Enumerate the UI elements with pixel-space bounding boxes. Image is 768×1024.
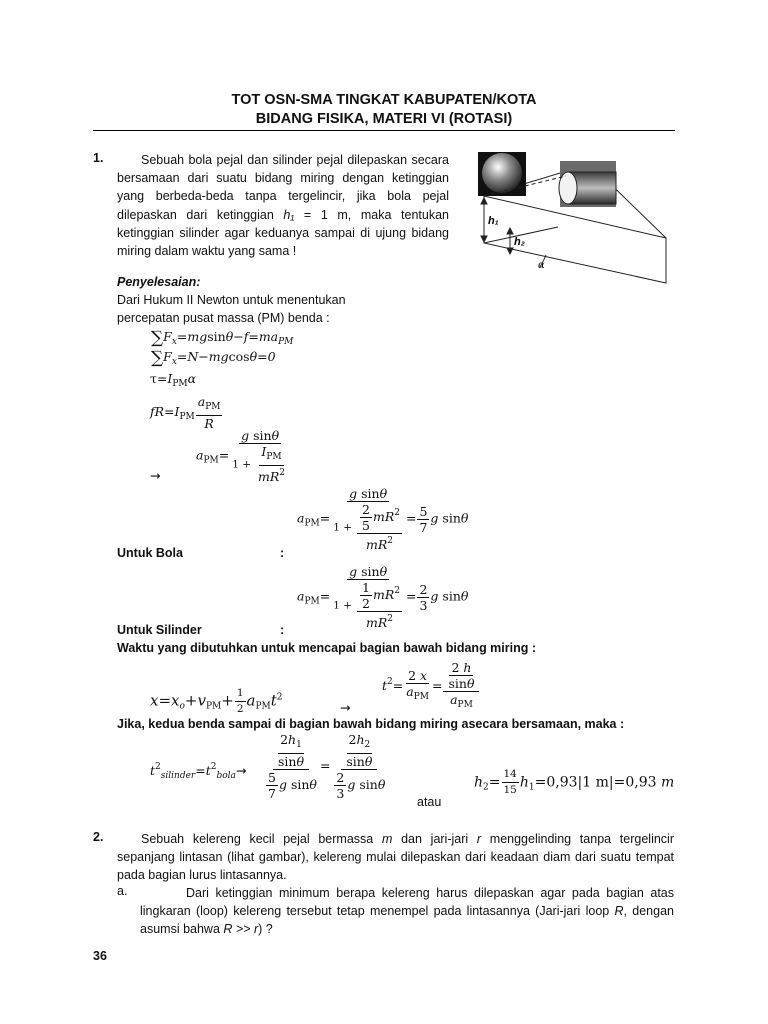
height-arrow-h1 xyxy=(481,198,487,242)
eq-sum-fx: $\sum F_x=mgsin\theta-f=ma_{PM}$ xyxy=(151,328,294,348)
label-h2: h₂ xyxy=(514,236,525,248)
eq-time-equal: $t^2_{silinder}=t^2_{bola}$ xyxy=(150,762,236,781)
problem-1-text: Sebuah bola pejal dan silinder pejal dilepaskan secara bersamaan dari suatu bidang miring dengan ketinggian yang berbeda-beda tanpa tergelincir, jika bola pejal dilepaskan dari ketinggian h₁ = 1 m, maka tentukan ketinggian silinder agar keduanya sampai di ujung bidang miring dalam waktu yang sama ! xyxy=(117,153,449,259)
page-title-line-2: BIDANG FISIKA, MATERI VI (ROTASI) xyxy=(255,111,513,127)
colon-silinder: : xyxy=(280,623,285,637)
eq-fr: $fR=I_{PM}$ $\frac{a_{PM}}{R}$ xyxy=(150,394,221,431)
page-title-line-1: TOT OSN-SMA TINGKAT KABUPATEN/KOTA xyxy=(231,92,537,108)
problem-1-number: 1. xyxy=(93,151,104,165)
incline-figure xyxy=(470,148,680,290)
solid-cylinder xyxy=(559,161,616,207)
arrow-1: → xyxy=(150,468,161,483)
arrow-3: → xyxy=(236,763,247,778)
eq-t-squared: $t^2=$ $\frac{2 x}{a_{PM}}$ = $\frac{\frac{2 h}{\sin\theta}}{a_{PM}}$ xyxy=(382,660,480,713)
problem-2-number: 2. xyxy=(93,830,104,844)
problem-2a-text: Dari ketinggian minimum berapa kelereng harus dilepaskan agar pada bagian atas lingkaran (loop) kelereng tersebut tetap menempel pada lintasannya (Jari-jari loop R, dengan asumsi bahwa R >> r) ? xyxy=(140,886,674,937)
height-arrow-h2 xyxy=(507,228,513,254)
solution-heading: Penyelesaian: xyxy=(117,275,201,289)
eq-h2-result: $h_2=$ $\frac{14}{15}$ $h_1=0,93|1$ m|=0,93 m xyxy=(474,768,675,796)
arrow-2: → xyxy=(340,700,351,715)
problem-2a-label: a. xyxy=(117,884,128,898)
solution-intro-1: Dari Hukum II Newton untuk menentukan xyxy=(117,293,346,307)
eq-torque: $\tau=I_{PM}\alpha$ xyxy=(150,371,197,389)
eq-time-ratio: $\frac{2h_1}{\sin\theta}$ $\frac{5}{7}$ g sinθ = $\frac{2h_2}{\sin\theta}$ $\frac{2}{3}$ g sinθ xyxy=(268,732,386,801)
label-untuk-silinder: Untuk Silinder xyxy=(117,623,202,637)
text-waktu: Waktu yang dibutuhkan untuk mencapai bagian bawah bidang miring : xyxy=(117,641,537,655)
eq-apm-cylinder: $a_{PM}=$ g sinθ 1 + $\frac{1}{2}$ $mR^2$ $mR^2$ = $\frac{2}{3}$ g sinθ xyxy=(297,564,469,630)
header-rule xyxy=(93,130,675,131)
eq-sum-fy: $\sum F_x=N-mgcos\theta=0$ xyxy=(151,348,276,368)
page-number: 36 xyxy=(93,949,107,963)
label-alpha: α xyxy=(538,260,545,271)
solution-intro-2: percepatan pusat massa (PM) benda : xyxy=(117,311,330,325)
solid-ball xyxy=(482,153,522,193)
text-jika: Jika, kedua benda sampai di bagian bawah bidang miring asecara bersamaan, maka : xyxy=(117,717,625,731)
eq-apm-ball: $a_{PM}=$ g sinθ 1 + $\frac{2}{5}$ $mR^2$ $mR^2$ = $\frac{5}{7}$ g sinθ xyxy=(297,486,469,552)
eq-kinematics: $x=x_o+v_{PM}+$ $\frac{1}{2}$ $a_{PM}t^2$ xyxy=(150,687,283,715)
colon-bola: : xyxy=(280,546,285,560)
eq-apm-general: $a_{PM}=$ g sinθ 1 + $\frac{I_{PM}}{mR^2}$ xyxy=(196,428,286,484)
label-h1: h₁ xyxy=(488,215,499,227)
label-untuk-bola: Untuk Bola xyxy=(117,546,183,560)
problem-2-text: Sebuah kelereng kecil pejal bermassa m dan jari-jari r menggelinding tanpa tergelincir sepanjang lintasan (lihat gambar), kelereng mulai dilepaskan dari keadaan diam dari suatu tempat pada bagian lurus lintasannya. xyxy=(117,832,674,883)
text-atau: atau xyxy=(417,795,442,809)
